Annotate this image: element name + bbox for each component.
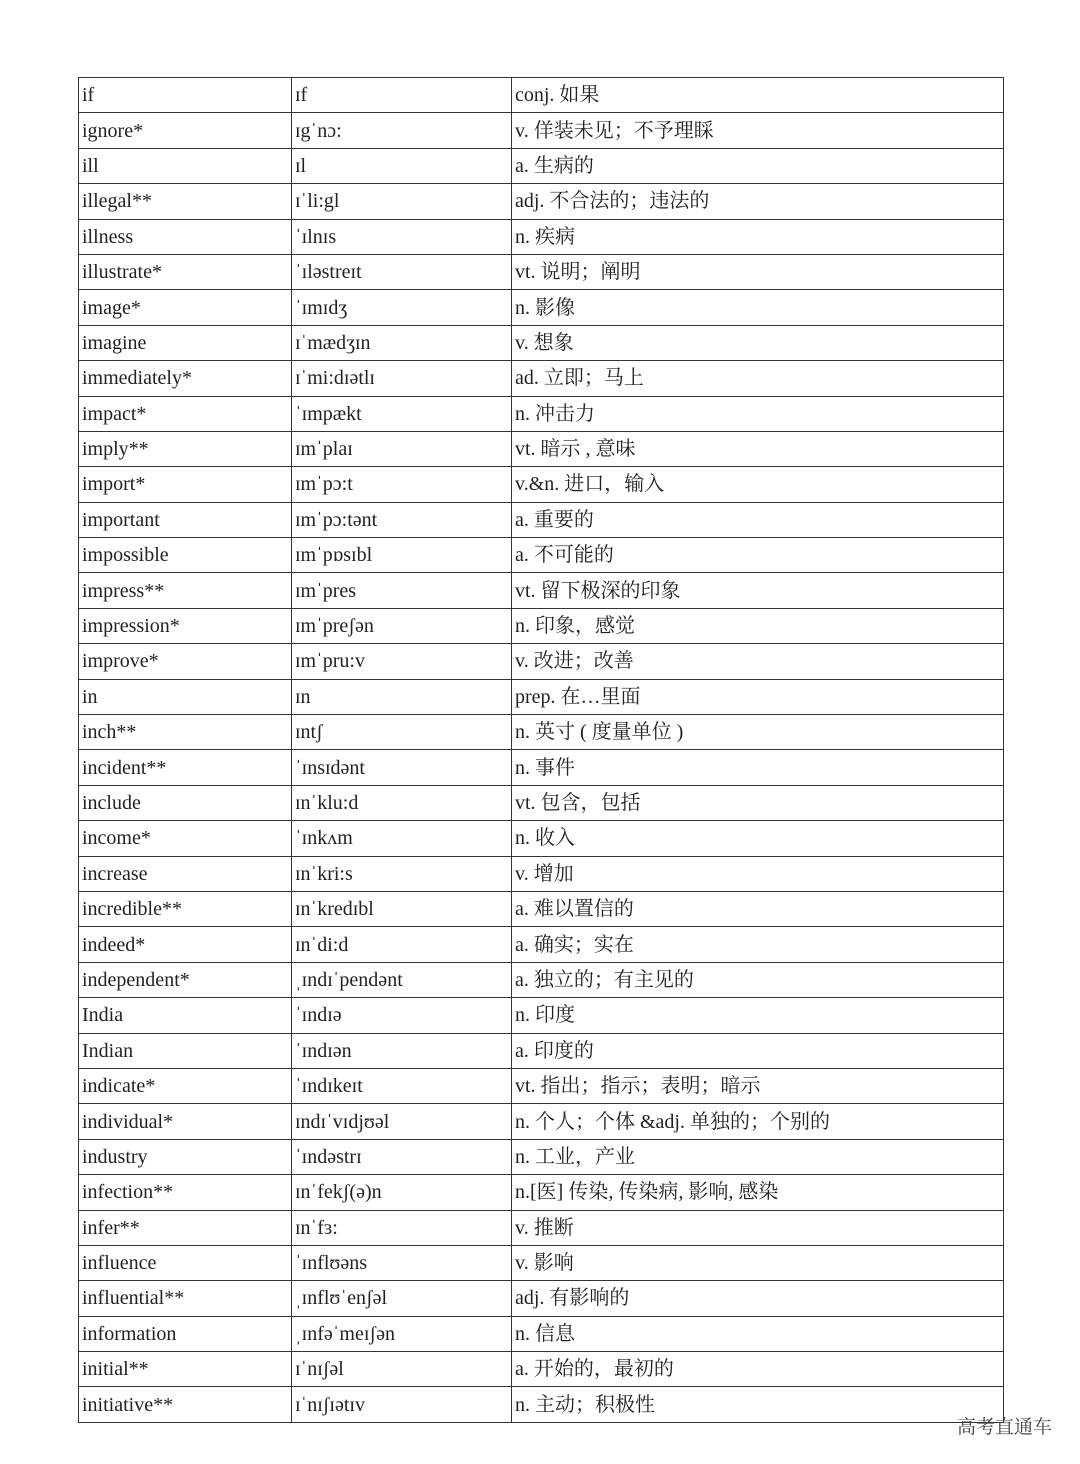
word-cell: initial**	[79, 1352, 292, 1387]
meaning-cell: vt. 暗示 , 意味	[512, 431, 1004, 466]
table-row	[79, 715, 1004, 750]
word-cell: independent*	[79, 962, 292, 997]
phonetic-cell: ɪmˈpɔ:t	[292, 467, 512, 502]
meaning-cell: v. 影响	[512, 1245, 1004, 1280]
table-row	[79, 1139, 1004, 1174]
table-row	[79, 219, 1004, 254]
table-row	[79, 538, 1004, 573]
meaning-cell: a. 独立的；有主见的	[512, 962, 1004, 997]
table-row	[79, 608, 1004, 643]
word-cell: inch**	[79, 715, 292, 750]
word-cell: if	[79, 78, 292, 113]
table-row	[79, 361, 1004, 396]
table-row	[79, 821, 1004, 856]
meaning-cell: ad. 立即；马上	[512, 361, 1004, 396]
table-row	[79, 1033, 1004, 1068]
word-cell: impossible	[79, 538, 292, 573]
phonetic-cell: ˈɪndɪkeɪt	[292, 1068, 512, 1103]
phonetic-cell: ˌɪndɪˈpendənt	[292, 962, 512, 997]
meaning-cell: v.&n. 进口，输入	[512, 467, 1004, 502]
meaning-cell: v. 想象	[512, 325, 1004, 360]
word-cell: income*	[79, 821, 292, 856]
phonetic-cell: ɪnˈkri:s	[292, 856, 512, 891]
meaning-cell: n. 影像	[512, 290, 1004, 325]
table-row	[79, 750, 1004, 785]
phonetic-cell: ɪˈnɪʃəl	[292, 1352, 512, 1387]
table-row	[79, 290, 1004, 325]
table-row	[79, 891, 1004, 926]
word-cell: include	[79, 785, 292, 820]
meaning-cell: n. 冲击力	[512, 396, 1004, 431]
phonetic-cell: ˈɪmpækt	[292, 396, 512, 431]
phonetic-cell: ɪnˈfekʃ(ə)n	[292, 1175, 512, 1210]
word-cell: in	[79, 679, 292, 714]
word-cell: incident**	[79, 750, 292, 785]
phonetic-cell: ɪgˈnɔ:	[292, 113, 512, 148]
table-row	[79, 856, 1004, 891]
table-row	[79, 998, 1004, 1033]
vocabulary-table-body	[79, 78, 1004, 1423]
table-row	[79, 1068, 1004, 1103]
word-cell: ignore*	[79, 113, 292, 148]
word-cell: illness	[79, 219, 292, 254]
meaning-cell: n. 信息	[512, 1316, 1004, 1351]
table-row	[79, 785, 1004, 820]
phonetic-cell: ˈɪləstreɪt	[292, 254, 512, 289]
meaning-cell: vt. 包含，包括	[512, 785, 1004, 820]
word-cell: imply**	[79, 431, 292, 466]
phonetic-cell: ɪnˈklu:d	[292, 785, 512, 820]
table-row	[79, 962, 1004, 997]
table-row	[79, 1175, 1004, 1210]
table-row	[79, 502, 1004, 537]
phonetic-cell: ˈɪlnɪs	[292, 219, 512, 254]
word-cell: influence	[79, 1245, 292, 1280]
word-cell: import*	[79, 467, 292, 502]
word-cell: impression*	[79, 608, 292, 643]
phonetic-cell: ˈɪndəstrɪ	[292, 1139, 512, 1174]
word-cell: Indian	[79, 1033, 292, 1068]
phonetic-cell: ɪˈnɪʃɪətɪv	[292, 1387, 512, 1422]
meaning-cell: a. 难以置信的	[512, 891, 1004, 926]
word-cell: initiative**	[79, 1387, 292, 1422]
table-row	[79, 573, 1004, 608]
word-cell: image*	[79, 290, 292, 325]
table-row	[79, 325, 1004, 360]
meaning-cell: vt. 留下极深的印象	[512, 573, 1004, 608]
word-cell: increase	[79, 856, 292, 891]
phonetic-cell: ɪmˈpres	[292, 573, 512, 608]
word-cell: immediately*	[79, 361, 292, 396]
meaning-cell: v. 改进；改善	[512, 644, 1004, 679]
phonetic-cell: ɪn	[292, 679, 512, 714]
meaning-cell: n. 主动；积极性	[512, 1387, 1004, 1422]
meaning-cell: adj. 有影响的	[512, 1281, 1004, 1316]
phonetic-cell: ˈɪnflʊəns	[292, 1245, 512, 1280]
word-cell: imagine	[79, 325, 292, 360]
meaning-cell: a. 重要的	[512, 502, 1004, 537]
table-row	[79, 431, 1004, 466]
meaning-cell: adj. 不合法的；违法的	[512, 184, 1004, 219]
table-row	[79, 644, 1004, 679]
table-row	[79, 1245, 1004, 1280]
meaning-cell: a. 不可能的	[512, 538, 1004, 573]
table-row	[79, 927, 1004, 962]
table-row	[79, 679, 1004, 714]
phonetic-cell: ɪl	[292, 148, 512, 183]
table-row	[79, 467, 1004, 502]
phonetic-cell: ɪnˈfɜ:	[292, 1210, 512, 1245]
word-cell: ill	[79, 148, 292, 183]
word-cell: infection**	[79, 1175, 292, 1210]
phonetic-cell: ˌɪnfəˈmeɪʃən	[292, 1316, 512, 1351]
meaning-cell: n. 印象，感觉	[512, 608, 1004, 643]
meaning-cell: n. 事件	[512, 750, 1004, 785]
phonetic-cell: ˈɪnkʌm	[292, 821, 512, 856]
phonetic-cell: ɪˈmædʒɪn	[292, 325, 512, 360]
phonetic-cell: ɪndɪˈvɪdjʊəl	[292, 1104, 512, 1139]
meaning-cell: a. 确实；实在	[512, 927, 1004, 962]
word-cell: individual*	[79, 1104, 292, 1139]
meaning-cell: vt. 指出；指示；表明；暗示	[512, 1068, 1004, 1103]
meaning-cell: n. 印度	[512, 998, 1004, 1033]
vocabulary-table	[78, 77, 1004, 1423]
phonetic-cell: ɪmˈpreʃən	[292, 608, 512, 643]
word-cell: impress**	[79, 573, 292, 608]
phonetic-cell: ɪnˈkredɪbl	[292, 891, 512, 926]
table-row	[79, 1352, 1004, 1387]
table-row	[79, 396, 1004, 431]
word-cell: information	[79, 1316, 292, 1351]
word-cell: important	[79, 502, 292, 537]
table-row	[79, 1316, 1004, 1351]
meaning-cell: n. 疾病	[512, 219, 1004, 254]
meaning-cell: a. 生病的	[512, 148, 1004, 183]
table-row	[79, 1387, 1004, 1422]
phonetic-cell: ˈɪndɪə	[292, 998, 512, 1033]
phonetic-cell: ɪˈmi:dɪətlɪ	[292, 361, 512, 396]
word-cell: influential**	[79, 1281, 292, 1316]
meaning-cell: v. 佯装未见；不予理睬	[512, 113, 1004, 148]
table-row	[79, 184, 1004, 219]
phonetic-cell: ˈɪnsɪdənt	[292, 750, 512, 785]
word-cell: industry	[79, 1139, 292, 1174]
word-cell: illustrate*	[79, 254, 292, 289]
meaning-cell: a. 开始的，最初的	[512, 1352, 1004, 1387]
table-row	[79, 1210, 1004, 1245]
phonetic-cell: ɪmˈplaɪ	[292, 431, 512, 466]
table-row	[79, 254, 1004, 289]
table-row	[79, 113, 1004, 148]
phonetic-cell: ˈɪndɪən	[292, 1033, 512, 1068]
phonetic-cell: ɪmˈpɔ:tənt	[292, 502, 512, 537]
phonetic-cell: ɪf	[292, 78, 512, 113]
meaning-cell: vt. 说明；阐明	[512, 254, 1004, 289]
meaning-cell: a. 印度的	[512, 1033, 1004, 1068]
meaning-cell: n. 收入	[512, 821, 1004, 856]
table-row	[79, 1104, 1004, 1139]
table-row	[79, 148, 1004, 183]
word-cell: impact*	[79, 396, 292, 431]
meaning-cell: v. 推断	[512, 1210, 1004, 1245]
phonetic-cell: ɪmˈpru:v	[292, 644, 512, 679]
word-cell: India	[79, 998, 292, 1033]
meaning-cell: prep. 在…里面	[512, 679, 1004, 714]
word-cell: incredible**	[79, 891, 292, 926]
phonetic-cell: ˈɪmɪdʒ	[292, 290, 512, 325]
meaning-cell: n. 个人；个体 &adj. 单独的；个别的	[512, 1104, 1004, 1139]
watermark: 高考直通车	[956, 1416, 1052, 1438]
meaning-cell: n. 工业，产业	[512, 1139, 1004, 1174]
meaning-cell: v. 增加	[512, 856, 1004, 891]
table-row	[79, 78, 1004, 113]
word-cell: improve*	[79, 644, 292, 679]
word-cell: indicate*	[79, 1068, 292, 1103]
word-cell: infer**	[79, 1210, 292, 1245]
phonetic-cell: ˌɪnflʊˈenʃəl	[292, 1281, 512, 1316]
word-cell: indeed*	[79, 927, 292, 962]
meaning-cell: conj. 如果	[512, 78, 1004, 113]
meaning-cell: n. 英寸 ( 度量单位 )	[512, 715, 1004, 750]
phonetic-cell: ɪˈli:gl	[292, 184, 512, 219]
phonetic-cell: ɪntʃ	[292, 715, 512, 750]
phonetic-cell: ɪnˈdi:d	[292, 927, 512, 962]
meaning-cell: n.[医] 传染, 传染病, 影响, 感染	[512, 1175, 1004, 1210]
word-cell: illegal**	[79, 184, 292, 219]
phonetic-cell: ɪmˈpɒsɪbl	[292, 538, 512, 573]
table-row	[79, 1281, 1004, 1316]
